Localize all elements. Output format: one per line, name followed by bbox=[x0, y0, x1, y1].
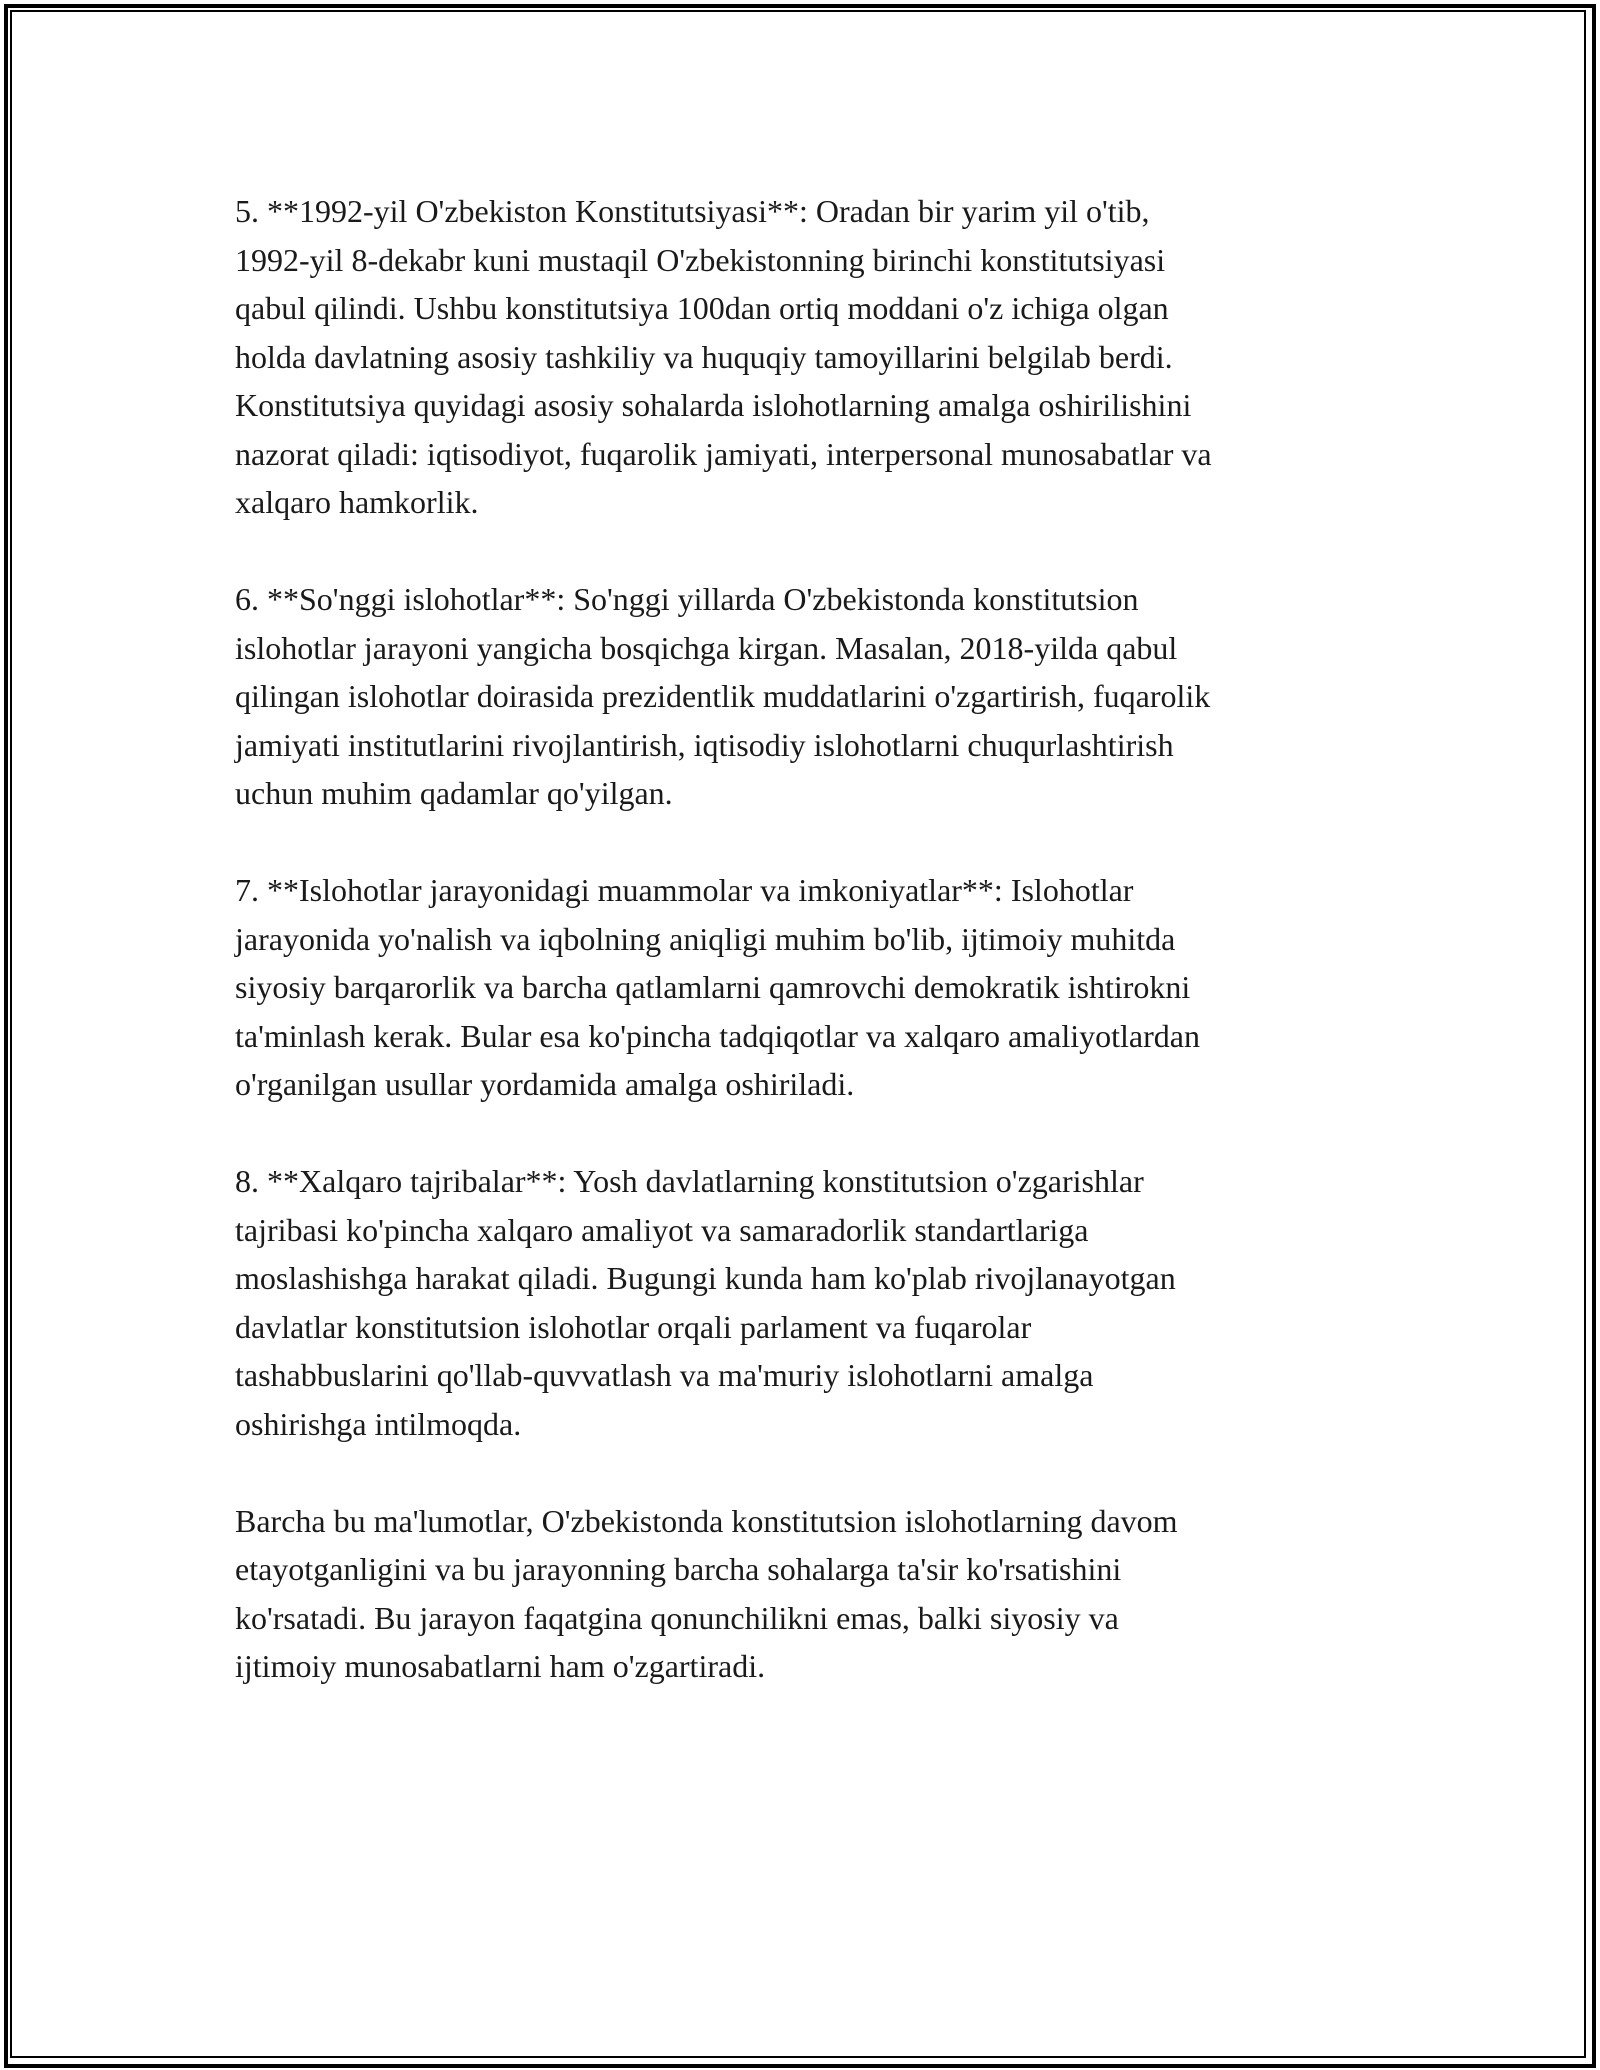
paragraph-recent-reforms: 6. **So'nggi islohotlar**: So'nggi yillarda O'zbekistonda konstitutsion islohotlar jarayoni yangicha bosqichga kirgan. Masalan, 2018-yilda qabul qilingan islohotlar doirasida prezidentlik muddatlarini o'zgartirish, fuqarolik jamiyati institutlarini rivojlantirish, iqtisodiy islohotlarni chuqurlashtirish uchun muhim qadamlar qo'yilgan. bbox=[235, 581, 1211, 811]
paragraph-conclusion: Barcha bu ma'lumotlar, O'zbekistonda konstitutsion islohotlarning davom etayotganligini va bu jarayonning barcha sohalarga ta'sir ko'rsatishini ko'rsatadi. Bu jarayon faqatgina qonunchilikni emas, balki siyosiy va ijtimoiy munosabatlarni ham o'zgartiradi. bbox=[235, 1502, 1178, 1684]
paragraph-1992-constitution: 5. **1992-yil O'zbekiston Konstitutsiyasi**: Oradan bir yarim yil o'tib, 1992-yil 8-dekabr kuni mustaqil O'zbekistonning birinchi konstitutsiyasi qabul qilindi. Ushbu konstitutsiya 100dan ortiq moddani o'z ichiga olgan holda davlatning asosiy tashkiliy va huquqiy tamoyillarini belgilab berdi. Konstitutsiya quyidagi asosiy sohalarda islohotlarning amalga oshirilishini nazorat qiladi: iqtisodiyot, fuqarolik jamiyati, interpersonal munosabatlar va xalqaro hamkorlik. bbox=[235, 193, 1212, 520]
paragraph-international-experience: 8. **Xalqaro tajribalar**: Yosh davlatlarning konstitutsion o'zgarishlar tajribasi ko'pincha xalqaro amaliyot va samaradorlik standartlariga moslashishga harakat qiladi. Bugungi kunda ham ko'plab rivojlanayotgan davlatlar konstitutsion islohotlar orqali parlament va fuqarolar tashabbuslarini qo'llab-quvvatlash va ma'muriy islohotlarni amalga oshirishga intilmoqda. bbox=[235, 1163, 1176, 1442]
document-body bbox=[235, 187, 1395, 1739]
paragraph-problems-opportunities: 7. **Islohotlar jarayonidagi muammolar va imkoniyatlar**: Islohotlar jarayonida yo'nalish va iqbolning aniqligi muhim bo'lib, ijtimoiy muhitda siyosiy barqarorlik va barcha qatlamlarni qamrovchi demokratik ishtirokni ta'minlash kerak. Bular esa ko'pincha tadqiqotlar va xalqaro amaliyotlardan o'rganilgan usullar yordamida amalga oshiriladi. bbox=[235, 872, 1200, 1102]
